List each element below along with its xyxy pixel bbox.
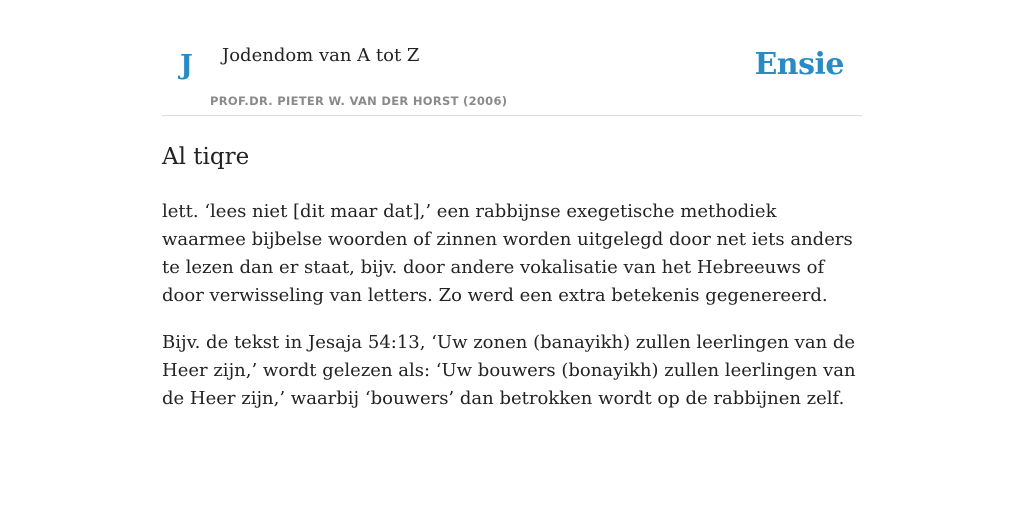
entry-body bbox=[162, 198, 862, 413]
entry-title: Al tiqre bbox=[162, 144, 250, 170]
entry-paragraph-example: Bijv. de tekst in Jesaja 54:13, ‘Uw zonen (banayikh) zullen leerlingen van de Heer zijn,’ wordt gelezen als: ‘Uw bouwers (bonayikh) zullen leerlingen van de Heer zijn,’ waarbij ‘bouwers’ dan betrokken wordt op de rabbijnen zelf. bbox=[162, 331, 856, 409]
book-logo[interactable]: J bbox=[180, 50, 193, 81]
page-header bbox=[162, 0, 862, 116]
book-author: PROF.DR. PIETER W. VAN DER HORST (2006) bbox=[210, 94, 508, 108]
brand-logo-link[interactable]: Ensie bbox=[754, 47, 844, 82]
book-title-link[interactable]: Jodendom van A tot Z bbox=[222, 45, 420, 66]
entry-paragraph-definition: lett. ‘lees niet [dit maar dat],’ een rabbijnse exegetische methodiek waarmee bijbelse woorden of zinnen worden uitgelegd door net iets anders te lezen dan er staat, bijv. door andere vokalisatie van het Hebreeuws of door verwisseling van letters. Zo werd een extra betekenis gegenereerd. bbox=[162, 200, 853, 306]
content-container bbox=[162, 0, 862, 413]
